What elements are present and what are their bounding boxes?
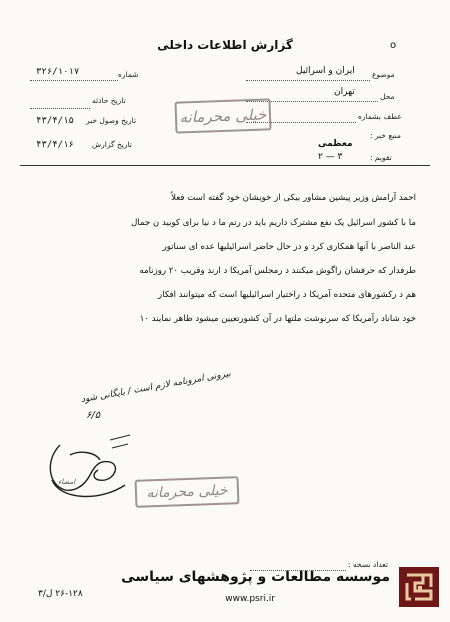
stamp-top-text: خیلی محرمانه: [179, 105, 267, 127]
report-date-value: ۴۳/۴/۱۶: [36, 140, 74, 150]
body-line-1: احمد آرامش وزیر پیشین مشاور بیکی از خویشان خود گفته است فعلاً: [171, 193, 416, 203]
body-line-2: ما با کشور اسرائیل یک نفع مشترک داریم باید در رتم ما د نیا برای کوبید ن جمال: [131, 218, 416, 228]
incident-date-label: تاریخ حادثه: [92, 96, 126, 105]
classification-stamp-bottom: [135, 476, 240, 508]
ref-label: عطف بشماره: [358, 112, 402, 121]
number-label: شماره: [118, 70, 139, 79]
report-title: گزارش اطلاعات داخلی: [157, 38, 293, 52]
handwritten-note: بیرونی امرونامه لازم است / بایگانی شود: [80, 368, 232, 406]
source-value: معظمی: [318, 139, 353, 149]
source-label: منبع خبر :: [370, 131, 401, 140]
subject-value: ایران و اسرائیل: [296, 66, 355, 76]
grade-label: تقویم :: [370, 153, 392, 162]
place-value: تهران: [334, 87, 355, 97]
signature-label: امضاء: [58, 478, 76, 486]
stamp-bottom-text: خیلی محرمانه: [146, 482, 228, 502]
report-date-label: تاریخ گزارش: [92, 140, 132, 149]
corner-mark: o: [390, 40, 397, 51]
received-date-label: تاریخ وصول خبر: [86, 116, 137, 125]
institute-name: موسسه مطالعات و پژوهشهای سیاسی: [121, 569, 390, 585]
number-value: ۳۲۶/۱۰۱۷: [36, 67, 80, 77]
body-line-6: خود شاناد رآمریکا که سرنوشت ملتها در آن کشورتعیین میشود ظاهر نمایند ۱۰: [139, 314, 416, 324]
place-label: محل: [380, 92, 395, 101]
classification-stamp-top: [174, 98, 271, 133]
grade-value: ۲ — ۳: [318, 152, 343, 162]
document-code: ۲۶-۱۲۸ ل/۳: [38, 589, 83, 599]
institute-url: www.psri.ir: [225, 594, 275, 604]
handwritten-date: ۶/۵: [86, 410, 101, 421]
body-line-3: عبد الناصر با آنها همکاری کرد و در حال حاضر اسرائیلیها عده ای سناتور: [162, 242, 416, 252]
received-date-value: ۴۳/۴/۱۵: [36, 116, 74, 126]
institute-logo-icon: [399, 567, 439, 607]
body-line-5: هم د رکشورهای متحده آمریکا د راختیار اسرائیلیها است که میتوانند افکار: [158, 290, 416, 300]
signature-image: [40, 430, 140, 505]
copies-label: تعداد نسخه :: [348, 560, 389, 569]
body-line-4: طرفدار که حرفشان راگوش میکنند د رمجلس آمریکا د ارند وقریب ۲۰ روزنامه: [139, 266, 416, 276]
subject-label: موضوع: [372, 70, 395, 79]
